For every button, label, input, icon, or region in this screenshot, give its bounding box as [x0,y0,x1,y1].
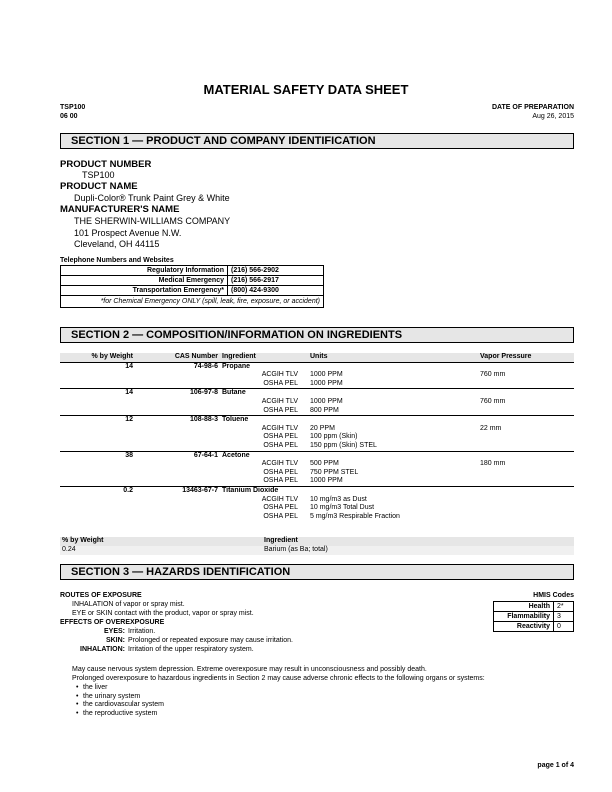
vapor-pressure: 760 mm [480,371,506,379]
document-title: MATERIAL SAFETY DATA SHEET [203,82,409,97]
limit-agency: OSHA PEL [263,433,298,441]
ingredient-cas: 13463-67-7 [182,486,218,494]
phone-label: Transportation Emergency* [61,286,228,296]
effect-text: Prolonged or repeated exposure may cause irritation. [128,637,293,644]
table-row [60,433,574,442]
manufacturer-label: MANUFACTURER'S NAME [60,204,180,215]
ingredient-pct: 12 [125,416,133,424]
table-row [60,486,574,495]
limit-units: 1000 PPM [310,397,343,405]
ingredients-table [60,353,574,521]
effect-label: EYES: [103,628,125,635]
extra-ingredient-pct: 0.24 [62,546,76,553]
vapor-pressure: 760 mm [480,397,506,405]
limit-agency: OSHA PEL [220,477,308,486]
vapor-pressure [478,496,574,505]
organ-list [76,684,164,718]
limit-units: 20 PPM [310,424,335,432]
list-item: • the reproductive system [76,710,164,719]
list-item: • the cardiovascular system [76,701,164,710]
extra-ingredient-row [60,546,574,555]
section-2-heading: SECTION 2 — COMPOSITION/INFORMATION ON INGREDIENTS [60,327,574,343]
page-number: page 1 of 4 [537,762,574,769]
column-header: Vapor Pressure [478,353,574,362]
ingredient-cas: 67-64-1 [193,451,218,459]
route-item: EYE or SKIN contact with the product, vapor or spray mist. [72,610,254,617]
manufacturer-line: Cleveland, OH 44115 [74,239,160,249]
table-row [60,504,574,513]
table-row [60,380,574,389]
vapor-pressure: 22 mm [480,424,502,432]
doc-revision: 06 00 [60,113,78,120]
effect-text: Irritation. [128,628,156,635]
limit-agency: OSHA PEL [220,407,308,416]
phone-value: (216) 566-2902 [228,266,324,276]
table-row [60,477,574,486]
hmis-code-value: 0 [554,622,574,632]
product-number-label: PRODUCT NUMBER [60,159,152,170]
limit-agency: OSHA PEL [220,380,308,389]
hmis-code-label: Reactivity [494,622,554,632]
table-row [60,389,574,398]
limit-units: 1000 PPM [308,380,478,389]
manufacturer-address [74,216,230,251]
limit-units: 10 mg/m3 Total Dust [310,504,375,512]
limit-agency: ACGIH TLV [261,495,298,503]
hazard-paragraph: Prolonged overexposure to hazardous ingredients in Section 2 may cause adverse chronic effects to the following organs or systems: [72,675,485,682]
phone-label: Medical Emergency [61,276,228,286]
ingredient-pct: 14 [125,362,133,370]
table-row [60,416,574,425]
effect-label: INHALATION: [80,646,125,653]
table-row [60,425,574,434]
extra-ingredient-header [60,537,574,546]
hmis-code-label: Health [494,602,554,612]
route-item: INHALATION of vapor or spray mist. [72,601,185,608]
phone-label: Regulatory Information [61,266,228,276]
limit-agency: ACGIH TLV [261,397,298,405]
limit-agency: OSHA PEL [263,504,298,512]
manufacturer-line: 101 Prospect Avenue N.W. [74,227,182,238]
product-name: Dupli-Color® Trunk Paint Grey & White [74,193,230,203]
ingredient-pct: 38 [125,451,133,459]
phone-note: *for Chemical Emergency ONLY (spill, leak, fire, exposure, or accident) [100,298,320,305]
table-row [60,362,574,371]
hmis-code-value: 2* [554,602,574,612]
ingredient-name: Propane [222,362,251,370]
limit-agency: OSHA PEL [263,468,298,476]
table-row [60,513,574,522]
ingredient-cas: 74-98-6 [193,362,218,370]
ingredient-cas: 108-88-3 [189,416,218,424]
limit-agency: ACGIH TLV [261,460,298,468]
ingredient-name: Butane [222,389,246,397]
list-item: • the urinary system [76,693,164,702]
column-header: Ingredient [264,537,298,544]
limit-units: 1000 PPM [308,477,478,486]
product-name-label: PRODUCT NAME [60,181,138,192]
list-item: • the liver [76,684,164,693]
hmis-table [493,601,574,632]
table-row [60,407,574,416]
ingredient-name: Titanium Dioxide [222,486,279,494]
effect-text: Irritation of the upper respiratory system. [128,646,254,653]
column-header: CAS Number [135,353,220,362]
table-row [60,442,574,451]
preparation-date-label: DATE OF PREPARATION [491,104,574,111]
doc-code: TSP100 [60,104,86,111]
hazard-paragraph: May cause nervous system depression. Extreme overexposure may result in unconsciousness and possibly death. [72,666,427,673]
preparation-date: Aug 26, 2015 [532,113,574,120]
section-1-heading: SECTION 1 — PRODUCT AND COMPANY IDENTIFICATION [60,133,574,149]
limit-units: 750 PPM STEL [310,468,359,476]
limit-units: 5 mg/m3 Respirable Fraction [310,512,400,520]
manufacturer-line: THE SHERWIN-WILLIAMS COMPANY [74,216,231,226]
vapor-pressure: 180 mm [480,460,506,468]
column-header: Ingredient [220,353,308,362]
limit-units: 100 ppm (Skin) [310,433,358,441]
limit-agency: OSHA PEL [263,512,298,520]
hmis-code-label: Flammability [494,612,554,622]
column-header: Units [308,353,478,362]
phone-table [60,265,324,308]
effect-label: SKIN: [105,637,125,644]
limit-agency: ACGIH TLV [261,424,298,432]
ingredient-cas: 106-97-8 [189,389,218,397]
phone-value: (800) 424-9300 [228,286,324,296]
column-header: % by Weight [60,353,135,362]
ingredient-name: Acetone [222,451,250,459]
limit-units: 800 PPM [308,407,478,416]
limit-units: 150 ppm (Skin) STEL [308,442,478,451]
table-row [60,469,574,478]
hmis-code-value: 3 [554,612,574,622]
effects-label: EFFECTS OF OVEREXPOSURE [60,619,165,626]
limit-units: 1000 PPM [310,371,343,379]
limit-agency: ACGIH TLV [261,371,298,379]
table-row [60,496,574,505]
phones-label: Telephone Numbers and Websites [60,257,174,264]
hmis-label: HMIS Codes [533,592,574,599]
column-header: % by Weight [62,537,104,544]
ingredient-pct: 0.2 [123,486,133,494]
table-row [60,460,574,469]
routes-label: ROUTES OF EXPOSURE [60,592,142,599]
phone-value: (216) 566-2917 [228,276,324,286]
table-row [60,371,574,380]
limit-units: 10 mg/m3 as Dust [310,495,367,503]
extra-ingredient-name: Barium (as Ba; total) [264,546,328,553]
ingredient-pct: 14 [125,389,133,397]
table-row [60,398,574,407]
product-number: TSP100 [82,170,115,180]
table-row [60,451,574,460]
section-3-heading: SECTION 3 — HAZARDS IDENTIFICATION [60,564,574,580]
limit-units: 500 PPM [310,460,339,468]
ingredient-name: Toluene [222,416,249,424]
limit-agency: OSHA PEL [220,442,308,451]
